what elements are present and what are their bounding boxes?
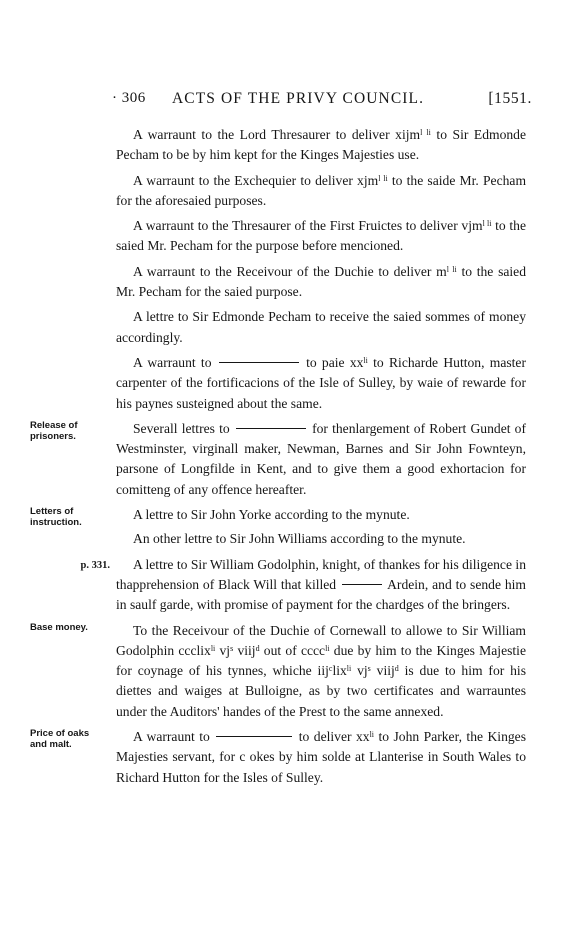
page-reference: p. 331. — [80, 559, 110, 571]
running-header — [112, 90, 532, 110]
paragraph-letter-yorke: Letters of instruction. A lettre to Sir John Yorke according to the mynute. — [30, 506, 410, 529]
margin-note-base-money: Base money. — [30, 621, 88, 633]
page-number: · 306 — [112, 90, 146, 106]
paragraph-letter-williams: An other lettre to Sir John Williams according to the mynute. — [133, 531, 466, 547]
page-body — [30, 125, 527, 793]
blank-line — [219, 361, 299, 363]
blank-line — [216, 735, 292, 737]
paragraph-release-prisoners: Release of prisoners. Severall lettres to for thenlargement of Robert Gundet of Westminster, virginall maker, Newman, Barnes and Sir John Fownteyn, parsone of Longfilde in Kent, and to give them a good exhortacion for comitteng of any offence hereafter. — [30, 419, 527, 497]
year-marker: [1551. — [488, 90, 532, 107]
paragraph-warrant-exchequer: A warraunt to the Exchequier to deliver xjm$^{l li}$ to the saide Mr. Pecham for the aforesaied purposes. — [116, 172, 527, 208]
paragraph-warrant-lord-treasurer: A warraunt to the Lord Thresaurer to deliver xijm$^{l li}$ to Sir Edmonde Pecham to be by him kept for the Kinges Majesties use. — [116, 127, 527, 163]
paragraph-warrant-hutton: A warraunt to to paie $xx^{li}$ to Richarde Hutton, master carpenter of the fortificacions of the Isle of Sulley, by waie of rewarde for his paynes susteigned about the same. — [116, 354, 526, 411]
paragraph-receiver-cornwall: Base money. To the Receivour of the Duchie of Cornewall to allowe to Sir William Godolphin ccclix$^{li}$ $vj^s$ viij$^d$ out of cccc$^{li}$ due by him to the Kinges Majestie for coynage of his tynnes, whiche iij$^c$lix$^{li}$ $vj^s$ viij$^d$ is due to him for his diettes and waiges at Bulloigne, as by two certificates and warrauntes under the Auditors' handes of the Prest to the same annexed. — [30, 621, 526, 719]
paragraph-warrant-parker: Price of oaks and malt. A warraunt to to deliver $xx^{li}$ to John Parker, the Kinges Majesties servant, for c okes by him solde at Llanterise in South Wales to Richard Hutton for the Isles of Sulley. — [30, 728, 526, 785]
blank-line — [236, 427, 306, 429]
paragraph-warrant-duchy: A warraunt to the Receivour of the Duchie to deliver $m^{l li}$ to the saied Mr. Pecham for the saied purpose. — [116, 263, 526, 300]
paragraph-letter-godolphin: p. 331. A lettre to Sir William Godolphin, knight, of thankes for his diligence in thapprehension of Black Will that killed Ardein, and to sende him in saulf garde, with promise of payment for the chardges of the bringers. — [80, 556, 527, 613]
paragraph-warrant-first-fruits: A warraunt to the Thresaurer of the First Fruictes to deliver vjm$^{l li}$ to the saied Mr. Pecham for the purpose before mencioned. — [116, 218, 527, 254]
margin-note-letters: Letters of instruction. — [30, 506, 82, 529]
margin-note-price: Price of oaks and malt. — [30, 728, 90, 751]
running-title: ACTS OF THE PRIVY COUNCIL. — [172, 90, 425, 107]
paragraph-letter-pecham: A lettre to Sir Edmonde Pecham to receive the saied sommes of money accordingly. — [116, 309, 526, 345]
margin-note-release: Release of prisoners. — [30, 419, 78, 442]
blank-line — [342, 583, 382, 585]
